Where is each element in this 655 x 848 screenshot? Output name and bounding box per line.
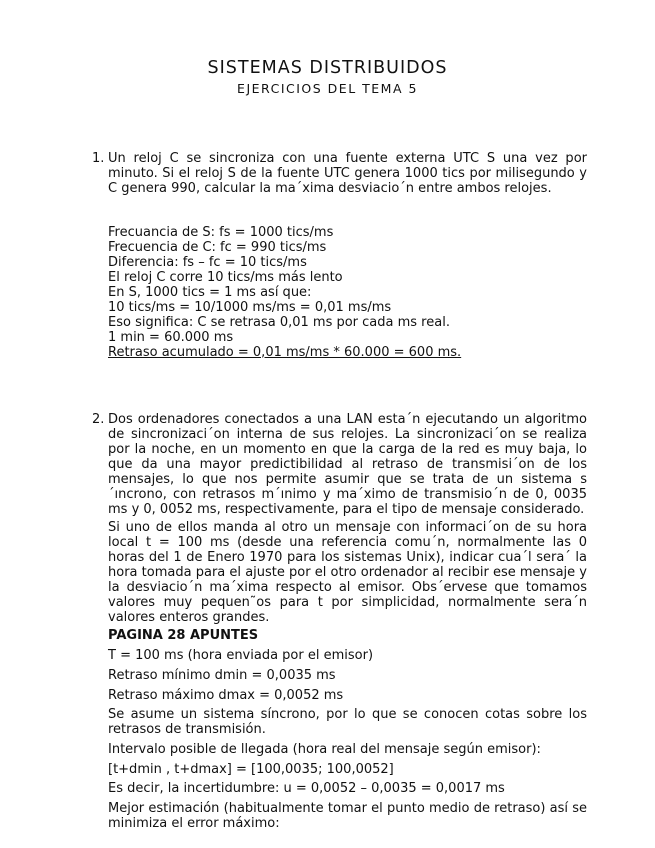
ex1-line-3: Diferencia: fs – fc = 10 tics/ms — [108, 255, 307, 270]
exercise-1-statement: Un reloj C se sincroniza con una fuente externa UTC S una vez por minuto. Si el reloj S de la fuente UTC genera 1000 tics por milisegundo y C genera 990, calcular la ma´xima desviacio´n entre ambos relojes. — [108, 151, 587, 196]
ex1-line-5: En S, 1000 tics = 1 ms así que: — [108, 285, 312, 300]
exercise-2-paragraph-4: Mejor estimación (habitualmente tomar el punto medio de retraso) así se minimiza el error máximo: — [108, 801, 587, 831]
ex1-line-1: Frecuancia de S: fs = 1000 tics/ms — [108, 225, 334, 240]
exercise-2-paragraph-3: Se asume un sistema síncrono, por lo que se conocen cotas sobre los retrasos de transmisión. — [108, 707, 587, 737]
ex2-line-2: Retraso mínimo dmin = 0,0035 ms — [108, 668, 336, 683]
ex1-line-2: Frecuencia de C: fc = 990 tics/ms — [108, 240, 327, 255]
exercise-2-number: 2. — [92, 412, 105, 427]
ex1-line-7: Eso significa: C se retrasa 0,01 ms por cada ms real. — [108, 315, 450, 330]
document-title: SISTEMAS DISTRIBUIDOS — [207, 58, 448, 78]
ex2-line-5: [t+dmin , t+dmax] = [100,0035; 100,0052] — [108, 762, 394, 777]
exercise-1-number: 1. — [92, 151, 105, 166]
ex1-line-8: 1 min = 60.000 ms — [108, 330, 234, 345]
ex2-line-1: T = 100 ms (hora enviada por el emisor) — [108, 648, 374, 663]
exercise-2-paragraph-1: Dos ordenadores conectados a una LAN esta´n ejecutando un algoritmo de sincronizaci´on interna de sus relojes. La sincronizaci´on se realiza por la noche, en un momento en que la carga de la red es muy baja, lo que da una mayor predictibilidad al retraso de transmisi´on de los mensajes, lo que nos permite asumir que se trata de un sistema s´ıncrono, con retrasos m´ınimo y ma´ximo de transmisio´n de 0, 0035 ms y 0, 0052 ms, respectivamente, para el tipo de mensaje considerado. — [108, 412, 587, 517]
ex1-result-line: Retraso acumulado = 0,01 ms/ms * 60.000 = 600 ms. — [108, 345, 462, 360]
document-subtitle: EJERCICIOS DEL TEMA 5 — [237, 81, 418, 96]
ex1-line-6: 10 tics/ms = 10/1000 ms/ms = 0,01 ms/ms — [108, 300, 392, 315]
ex1-line-4: El reloj C corre 10 tics/ms más lento — [108, 270, 343, 285]
exercise-2-paragraph-2: Si uno de ellos manda al otro un mensaje con informaci´on de su hora local t = 100 ms (desde una referencia comu´n, normalmente las 0 horas del 1 de Enero 1970 para los sistemas Unix), indicar cua´l sera´ la hora tomada para el ajuste por el otro ordenador al recibir ese mensaje y la desviacio´n ma´xima respecto al emisor. Obs´ervese que tomamos valores muy pequen˜os para t por simplicidad, normalmente sera´n valores enteros grandes. — [108, 520, 587, 625]
ex2-line-4: Intervalo posible de llegada (hora real del mensaje según emisor): — [108, 742, 541, 757]
ex2-line-3: Retraso máximo dmax = 0,0052 ms — [108, 688, 344, 703]
ex2-line-6: Es decir, la incertidumbre: u = 0,0052 – 0,0035 = 0,0017 ms — [108, 781, 505, 796]
exercise-2-heading: PAGINA 28 APUNTES — [108, 628, 259, 643]
